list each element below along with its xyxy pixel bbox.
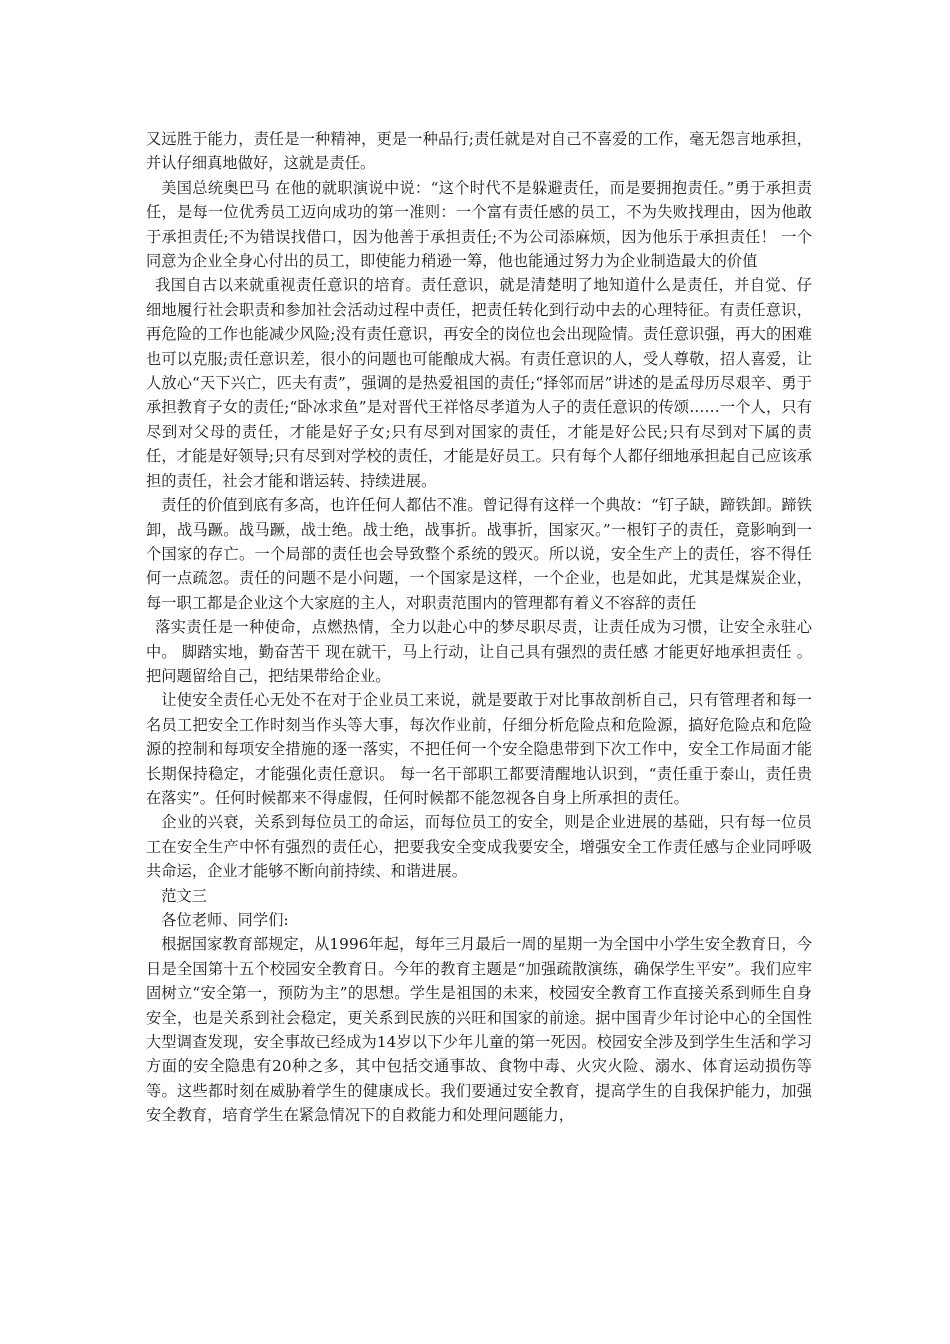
paragraph-4: 责任的价值到底有多高，也许任何人都估不准。曾记得有这样一个典故：“钉子缺，蹄铁卸。蹄铁卸，战马蹶。战马蹶，战士绝。战士绝，战事折。战事折，国家灭。”一根钉子的责任，竟影响到一个国家的存亡。一个局部的责任也会导致整个系统的毁灭。所以说，安全生产上的责任，容不得任何一点疏忽。责任的问题不是小问题，一个国家是这样，一个企业，也是如此，尤其是煤炭企业，每一职工都是企业这个大家庭的主人，对职责范围内的管理都有着义不容辞的责任 xyxy=(146,496,812,612)
paragraph-5: 落实责任是一种使命，点燃热情，全力以赴心中的梦尽职尽责，让责任成为习惯，让安全永驻心中。 脚踏实地，勤奋苦干 现在就干，马上行动，让自己具有强烈的责任感 才能更好地承担责任 。把问题留给自己，把结果带给企业。 xyxy=(146,618,812,685)
paragraph-1: 又远胜于能力，责任是一种精神，更是一种品行;责任就是对自己不喜爱的工作，毫无怨言地承担，并认仔细真地做好，这就是责任。 xyxy=(146,130,812,173)
section-heading: 范文三 xyxy=(161,886,208,905)
paragraph-2: 美国总统奥巴马 在他的就职演说中说：“这个时代不是躲避责任，而是要拥抱责任。”勇于承担责任，是每一位优秀员工迈向成功的第一准则：一个富有责任感的员工，不为失败找理由，因为他敢于承担责任;不为错误找借口，因为他善于承担责任;不为公司添麻烦，因为他乐于承担责任！ 一个同意为企业全身心付出的员工，即使能力稍逊一筹，他也能通过努力为企业制造最大的价值 xyxy=(146,178,812,271)
paragraph-6: 让使安全责任心无处不在对于企业员工来说，就是要敢于对比事故剖析自己，只有管理者和每一名员工把安全工作时刻当作头等大事，每次作业前，仔细分析危险点和危险源，搞好危险点和危险源的控制和每项安全措施的逐一落实，不把任何一个安全隐患带到下次工作中，安全工作局面才能长期保持稳定，才能强化责任意识。 每一名干部职工都要清醒地认识到，“责任重于泰山，责任贵在落实”。任何时候都来不得虚假，任何时候都不能忽视各自身上所承担的责任。 xyxy=(146,691,812,807)
paragraph-3: 我国自古以来就重视责任意识的培育。责任意识，就是清楚明了地知道什么是责任，并自觉、仔细地履行社会职责和参加社会活动过程中责任，把责任转化到行动中去的心理特征。有责任意识，再危险的工作也能减少风险;没有责任意识，再安全的岗位也会出现险情。责任意识强，再大的困难也可以克服;责任意识差，很小的问题也可能酿成大祸。有责任意识的人，受人尊敬，招人喜爱，让人放心“天下兴亡，匹夫有责”，强调的是热爱祖国的责任;“择邻而居”讲述的是孟母历尽艰辛、勇于承担教育子女的责任;“卧冰求鱼”是对晋代王祥恪尽孝道为人子的责任意识的传颂……一个人，只有尽到对父母的责任，才能是好子女;只有尽到对国家的责任，才能是好公民;只有尽到对下属的责任，才能是好领导;只有尽到对学校的责任，才能是好员工。只有每个人都仔细地承担起自己应该承担的责任，社会才能和谐运转、持续进展。 xyxy=(146,276,812,490)
salutation: 各位老师、同学们: xyxy=(161,911,289,929)
document-body xyxy=(146,127,812,1128)
paragraph-8: 根据国家教育部规定，从1996年起，每年三月最后一周的星期一为全国中小学生安全教育日，今日是全国第十五个校园安全教育日。今年的教育主题是“加强疏散演练，确保学生平安”。我们应牢固树立“安全第一，预防为主”的思想。学生是祖国的未来，校园安全教育工作直接关系到师生自身安全，也是关系到社会稳定，更关系到民族的兴旺和国家的前途。据中国青少年讨论中心的全国性大型调查发现，安全事故已经成为14岁以下少年儿童的第一死因。校园安全涉及到学生生活和学习方面的安全隐患有20种之多，其中包括交通事故、食物中毒、火灾火险、溺水、体育运动损伤等等。这些都时刻在威胁着学生的健康成长。我们要通过安全教育，提高学生的自我保护能力，加强安全教育，培育学生在紧急情况下的自救能力和处理问题能力， xyxy=(146,935,812,1125)
paragraph-7: 企业的兴衰，关系到每位员工的命运，而每位员工的安全，则是企业进展的基础，只有每一位员工在安全生产中怀有强烈的责任心，把要我安全变成我要安全，增强安全工作责任感与企业同呼吸共命运，企业才能够不断向前持续、和谐进展。 xyxy=(146,813,812,881)
